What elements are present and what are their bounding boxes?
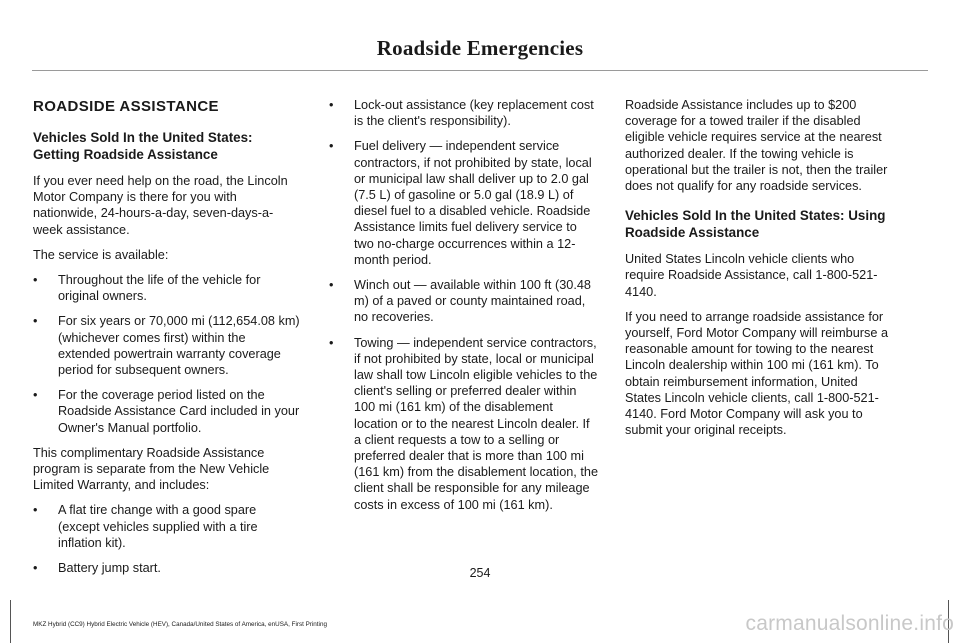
list-item bbox=[33, 502, 301, 551]
section-heading: ROADSIDE ASSISTANCE bbox=[33, 98, 219, 115]
bullet-glyph: • bbox=[329, 335, 334, 350]
list-item bbox=[33, 272, 301, 304]
column-middle bbox=[329, 97, 600, 522]
list-item bbox=[329, 277, 600, 326]
subsection-heading-using-assistance: Vehicles Sold In the United States: Using Roadside Assistance bbox=[625, 208, 886, 240]
bullet-glyph: • bbox=[329, 98, 334, 112]
list-item-text: Fuel delivery — independent service contractors, if not prohibited by state, local or municipal law shall deliver up to 2.0 gal (7.5 L) of gasoline or 5.0 gal (18.9 L) of diesel fuel to a disabled vehicle. Roadside Assistance limits fuel delivery service to two no-charge occurrences within a 12-month period. bbox=[354, 139, 592, 267]
list-item-text: Winch out — available within 100 ft (30.48 m) of a paved or county maintained road, no recoveries. bbox=[354, 278, 591, 325]
trailer-paragraph: Roadside Assistance includes up to $200 coverage for a towed trailer if the disabled eligible vehicle requires service at the nearest authorized dealer. If the towing vehicle is operational but the trailer is not, then the trailer does not qualify for any roadside services. bbox=[625, 98, 888, 194]
list-item bbox=[329, 335, 600, 513]
bullet-glyph: • bbox=[33, 503, 38, 518]
availability-list bbox=[33, 272, 301, 436]
column-left bbox=[33, 97, 301, 585]
list-item-text: Throughout the life of the vehicle for original owners. bbox=[58, 273, 261, 304]
bullet-glyph: • bbox=[33, 314, 38, 329]
program-paragraph: This complimentary Roadside Assistance program is separate from the New Vehicle Limited Warranty, and includes: bbox=[33, 445, 270, 493]
list-item-text: A flat tire change with a good spare (except vehicles supplied with a tire inflation kit). bbox=[58, 503, 258, 550]
intro-paragraph: If you ever need help on the road, the Lincoln Motor Company is there for you with nationwide, 24-hours-a-day, seven-days-a-week assistance. bbox=[33, 174, 288, 237]
footer-text: MKZ Hybrid (CC9) Hybrid Electric Vehicle (HEV), Canada/United States of America, enUSA, First Printing bbox=[33, 621, 327, 628]
watermark: carmanualsonline.info bbox=[745, 612, 954, 635]
bullet-glyph: • bbox=[329, 139, 334, 154]
bullet-glyph: • bbox=[33, 388, 38, 403]
list-item-text: Lock-out assistance (key replacement cost is the client's responsibility). bbox=[354, 98, 594, 129]
bullet-glyph: • bbox=[33, 561, 38, 576]
services-list bbox=[329, 97, 600, 513]
page-number: 254 bbox=[469, 566, 491, 580]
subsection-heading-getting-assistance: Vehicles Sold In the United States: Getting Roadside Assistance bbox=[33, 130, 253, 162]
call-paragraph: United States Lincoln vehicle clients who require Roadside Assistance, call 1-800-521-4140. bbox=[625, 252, 878, 299]
list-item bbox=[329, 138, 600, 268]
list-item bbox=[33, 387, 301, 436]
list-item-text: For the coverage period listed on the Roadside Assistance Card included in your Owner's Manual portfolio. bbox=[58, 388, 300, 435]
list-item bbox=[329, 97, 600, 129]
list-item-text: Towing — independent service contractors, if not prohibited by state, local or municipal law shall tow Lincoln eligible vehicles to the client's selling or preferred dealer within 100 mi (161 km) of the disablement location or to the nearest Lincoln dealer. If a client requests a tow to a selling or preferred dealer that is more than 100 mi (161 km) from the disablement location, the client shall be responsible for any mileage costs in excess of 100 mi (161 km). bbox=[354, 335, 598, 512]
list-item-text: For six years or 70,000 mi (112,654.08 km) (whichever comes first) within the extended powertrain warranty coverage period for subsequent owners. bbox=[58, 314, 300, 378]
column-right bbox=[625, 97, 895, 447]
bullet-glyph: • bbox=[33, 273, 38, 288]
list-item-text: Battery jump start. bbox=[58, 561, 161, 576]
crop-mark-left bbox=[10, 600, 11, 643]
header-divider bbox=[32, 70, 928, 71]
list-item bbox=[33, 313, 301, 378]
bullet-glyph: • bbox=[329, 278, 334, 293]
reimburse-paragraph: If you need to arrange roadside assistance for yourself, Ford Motor Company will reimburse a reasonable amount for towing to the nearest Lincoln dealership within 100 mi (161 km). To obtain reimbursement information, United States Lincoln vehicle clients, call 1-800-521-4140. Ford Motor Company will ask you to submit your original receipts. bbox=[625, 309, 888, 438]
service-intro: The service is available: bbox=[33, 247, 169, 262]
page-header-title: Roadside Emergencies bbox=[376, 36, 584, 60]
